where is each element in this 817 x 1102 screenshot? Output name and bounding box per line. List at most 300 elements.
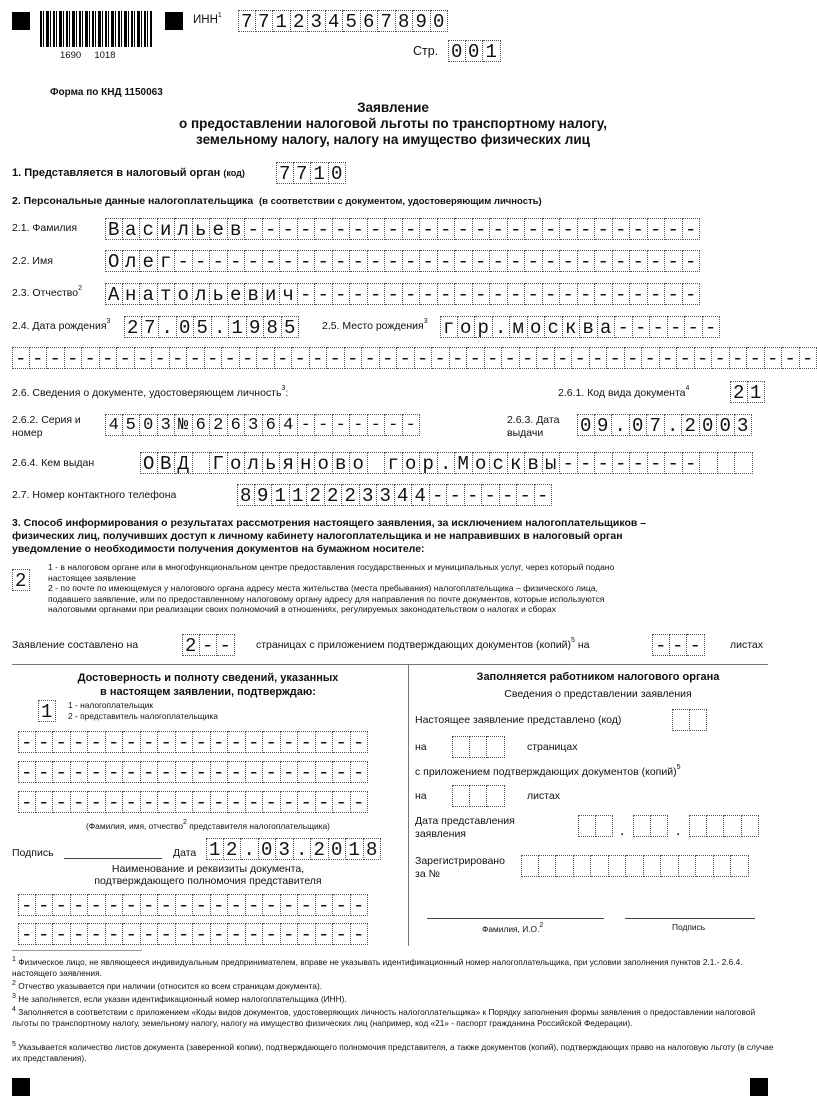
char-cell: 1	[272, 484, 290, 506]
char-cell: -	[665, 452, 683, 474]
footnote-4: $^4$ Заполняется в соответствии с приложением «Коды видов документов, удостоверяющих личность налогоплательщика» к Порядку заполнения формы заявления о предоставлении налоговой льготы по транспортному налогу, земельному налогу, налогу на имущество физических лиц (например, код «21» - паспорт гражданина Российской Федерации).	[12, 1006, 756, 1028]
pages-label: Заявление составлено на	[12, 639, 139, 651]
barcode-numbers: 1690 1018	[60, 50, 116, 61]
char-cell: -	[18, 731, 36, 753]
char-cell: 7	[256, 10, 274, 32]
tax-authority-code-field[interactable]	[276, 162, 346, 184]
char-cell: 7	[142, 316, 160, 338]
char-cell: -	[292, 347, 310, 369]
char-cell	[368, 452, 386, 474]
char-cell: -	[543, 283, 561, 305]
char-cell: -	[595, 452, 613, 474]
char-cell: -	[298, 218, 316, 240]
char-cell: ч	[280, 283, 298, 305]
char-cell: -	[502, 347, 520, 369]
divider-vertical	[408, 664, 409, 946]
char-cell	[609, 855, 627, 877]
signature-label: Подпись	[12, 847, 54, 859]
char-cell: -	[368, 218, 386, 240]
char-cell	[742, 815, 760, 837]
char-cell: -	[193, 731, 211, 753]
sheets-count-field[interactable]	[652, 634, 705, 656]
char-cell: -	[500, 484, 518, 506]
char-cell: -	[245, 250, 263, 272]
char-cell: 5	[123, 414, 141, 436]
char-cell: -	[275, 347, 293, 369]
surname-field[interactable]	[105, 218, 700, 240]
patronymic-field[interactable]	[105, 283, 700, 305]
phone-field[interactable]	[237, 484, 552, 506]
char-cell	[574, 855, 592, 877]
signer-type-field[interactable]	[38, 700, 56, 722]
page-label: Стр.	[413, 44, 439, 58]
char-cell: -	[141, 923, 159, 945]
char-cell: -	[193, 791, 211, 813]
issued-by-field[interactable]	[140, 452, 753, 474]
char-cell: -	[648, 250, 666, 272]
name-field[interactable]	[105, 250, 700, 272]
char-cell: -	[263, 923, 281, 945]
submission-year-field[interactable]	[689, 815, 759, 837]
char-cell	[689, 815, 707, 837]
char-cell: -	[450, 347, 468, 369]
char-cell: 7	[378, 10, 396, 32]
char-cell: -	[438, 218, 456, 240]
char-cell: -	[71, 791, 89, 813]
char-cell: -	[560, 218, 578, 240]
signer-name-row-3[interactable]	[18, 791, 368, 813]
submission-code-label: Настоящее заявление представлено (код)	[415, 714, 622, 726]
char-cell	[700, 452, 718, 474]
issued-by-label: 2.6.4. Кем выдан	[12, 457, 95, 469]
footnote-2: $^2$ Отчество указывается при наличии (относится ко всем страницам документа).	[12, 980, 323, 991]
authority-doc-title: Наименование и реквизиты документа, подтверждающего полномочия представителя	[94, 863, 322, 887]
char-cell: 6	[361, 10, 379, 32]
char-cell: -	[65, 347, 83, 369]
char-cell: о	[350, 452, 368, 474]
char-cell: -	[315, 218, 333, 240]
char-cell: г	[158, 250, 176, 272]
char-cell: -	[685, 316, 703, 338]
char-cell	[626, 855, 644, 877]
char-cell: -	[615, 316, 633, 338]
char-cell: т	[158, 283, 176, 305]
char-cell: -	[333, 250, 351, 272]
char-cell: 8	[364, 838, 382, 860]
char-cell: 3	[276, 838, 294, 860]
char-cell: -	[473, 250, 491, 272]
inn-label: ИНН$^1$	[193, 12, 222, 26]
char-cell: -	[263, 761, 281, 783]
char-cell: -	[316, 731, 334, 753]
char-cell: к	[563, 316, 581, 338]
footnote-divider	[12, 950, 142, 951]
office-signature-line[interactable]	[625, 918, 755, 919]
char-cell: -	[71, 731, 89, 753]
birthdate-field[interactable]	[124, 316, 299, 338]
char-cell: -	[246, 923, 264, 945]
office-pages-field[interactable]	[452, 736, 505, 758]
barcode	[40, 11, 152, 47]
char-cell: -	[88, 761, 106, 783]
char-cell: 3	[308, 10, 326, 32]
char-cell: 9	[255, 484, 273, 506]
char-cell: р	[475, 316, 493, 338]
authority-doc-row-1[interactable]	[18, 894, 368, 916]
divider-horizontal	[12, 664, 768, 665]
char-cell: О	[140, 452, 158, 474]
char-cell: -	[351, 791, 369, 813]
char-cell: -	[217, 634, 235, 656]
char-cell	[661, 855, 679, 877]
patronymic-label: 2.3. Отчество$^2$	[12, 285, 82, 299]
char-cell: -	[642, 347, 660, 369]
char-cell: -	[211, 731, 229, 753]
char-cell: -	[298, 731, 316, 753]
char-cell: 5	[343, 10, 361, 32]
surname-label: 2.1. Фамилия	[12, 222, 78, 234]
birthplace-field[interactable]	[440, 316, 720, 338]
char-cell: 4	[326, 10, 344, 32]
char-cell: -	[158, 791, 176, 813]
char-cell: н	[298, 452, 316, 474]
char-cell: -	[403, 414, 421, 436]
char-cell: 5	[282, 316, 300, 338]
char-cell: -	[315, 283, 333, 305]
char-cell: 9	[247, 316, 265, 338]
char-cell: -	[467, 347, 485, 369]
char-cell: -	[508, 218, 526, 240]
char-cell: 1	[290, 484, 308, 506]
inn-field[interactable]	[238, 10, 448, 32]
char-cell: е	[210, 218, 228, 240]
char-cell: -	[543, 218, 561, 240]
pages-count-field[interactable]	[182, 634, 235, 656]
char-cell: -	[281, 923, 299, 945]
document-type-field[interactable]	[730, 381, 765, 403]
char-cell: -	[420, 283, 438, 305]
char-cell: -	[315, 414, 333, 436]
char-cell: -	[71, 761, 89, 783]
char-cell: в	[245, 283, 263, 305]
char-cell: -	[537, 347, 555, 369]
char-cell: -	[351, 894, 369, 916]
section-2-title: 2. Персональные данные налогоплательщика (в соответствии с документом, удостоверяющим личность)	[12, 195, 542, 207]
series-number-field[interactable]	[105, 414, 420, 436]
char-cell: -	[595, 250, 613, 272]
char-cell: -	[263, 731, 281, 753]
char-cell: -	[246, 731, 264, 753]
char-cell: -	[508, 283, 526, 305]
char-cell: -	[257, 347, 275, 369]
char-cell: -	[625, 347, 643, 369]
char-cell: -	[747, 347, 765, 369]
char-cell: -	[228, 894, 246, 916]
char-cell: 0	[329, 838, 347, 860]
char-cell: -	[403, 218, 421, 240]
char-cell: в	[333, 452, 351, 474]
char-cell: р	[420, 452, 438, 474]
signature-line[interactable]	[64, 858, 162, 859]
char-cell: -	[397, 347, 415, 369]
issue-date-field[interactable]	[577, 414, 752, 436]
char-cell: -	[176, 791, 194, 813]
char-cell: 3	[360, 484, 378, 506]
char-cell: -	[158, 923, 176, 945]
char-cell: -	[106, 923, 124, 945]
char-cell: В	[105, 218, 123, 240]
char-cell: 2	[291, 10, 309, 32]
char-cell: -	[88, 894, 106, 916]
corner-marker-bottom-right	[750, 1078, 768, 1096]
char-cell	[644, 855, 662, 877]
char-cell: -	[695, 347, 713, 369]
char-cell: -	[36, 923, 54, 945]
char-cell: .	[241, 838, 259, 860]
char-cell: -	[613, 250, 631, 272]
signature-date-field[interactable]	[206, 838, 381, 860]
signer-name-row-1[interactable]	[18, 731, 368, 753]
char-cell: А	[105, 283, 123, 305]
char-cell: -	[333, 731, 351, 753]
char-cell: .	[665, 414, 683, 436]
char-cell: -	[315, 250, 333, 272]
char-cell: 1	[206, 838, 224, 860]
char-cell: о	[403, 452, 421, 474]
char-cell: -	[281, 791, 299, 813]
char-cell: в	[525, 452, 543, 474]
char-cell: ь	[210, 283, 228, 305]
char-cell: -	[141, 731, 159, 753]
char-cell: -	[316, 791, 334, 813]
char-cell: -	[333, 218, 351, 240]
char-cell: -	[677, 347, 695, 369]
char-cell: в	[580, 316, 598, 338]
corner-marker-top-left	[12, 12, 30, 30]
char-cell: о	[458, 316, 476, 338]
char-cell: -	[176, 761, 194, 783]
document-type-label: 2.6.1. Код вида документа$^4$	[558, 385, 690, 399]
char-cell	[521, 855, 539, 877]
authority-doc-row-2[interactable]	[18, 923, 368, 945]
char-cell: -	[158, 731, 176, 753]
char-cell: -	[263, 791, 281, 813]
char-cell: Г	[210, 452, 228, 474]
char-cell: 0	[630, 414, 648, 436]
char-cell: -	[141, 761, 159, 783]
char-cell: -	[333, 923, 351, 945]
office-signature-caption: Подпись	[672, 922, 706, 932]
char-cell: -	[578, 250, 596, 272]
sheets-label: листах	[730, 639, 764, 651]
char-cell: -	[670, 634, 688, 656]
char-cell: -	[333, 894, 351, 916]
char-cell: 7	[276, 162, 294, 184]
char-cell: -	[800, 347, 817, 369]
char-cell	[487, 785, 505, 807]
char-cell: 4	[395, 484, 413, 506]
footnote-5: $^5$ Указывается количество листов документа (заверенной копии), подтверждающего полномочия представителя, а также документов (копий), подтверждающих право на налоговую льготу (в случае их представления).	[12, 1041, 774, 1063]
char-cell: -	[210, 250, 228, 272]
char-cell: -	[595, 218, 613, 240]
notification-method-field[interactable]	[12, 569, 30, 591]
page-number-field[interactable]	[448, 40, 501, 62]
phone-label: 2.7. Номер контактного телефона	[12, 489, 177, 501]
char-cell: -	[327, 347, 345, 369]
char-cell: -	[385, 414, 403, 436]
char-cell: -	[176, 923, 194, 945]
char-cell: №	[175, 414, 193, 436]
char-cell: -	[535, 484, 553, 506]
char-cell: 8	[264, 316, 282, 338]
char-cell: -	[298, 761, 316, 783]
registration-number-field[interactable]	[521, 855, 749, 877]
char-cell: 3	[735, 414, 753, 436]
char-cell: -	[648, 283, 666, 305]
fio-line[interactable]	[427, 918, 604, 919]
char-cell: -	[668, 316, 686, 338]
char-cell: -	[590, 347, 608, 369]
char-cell: -	[200, 634, 218, 656]
section-3-title: 3. Способ информирования о результатах рассмотрения настоящего заявления, за исключением налогоплательщиков – физических лиц, получивших доступ к личному кабинету налогоплательщика и не направивших в налоговый орган уведомление о необходимости получения документов на бумажном носителе:	[12, 517, 647, 555]
char-cell: -	[525, 250, 543, 272]
char-cell	[679, 855, 697, 877]
char-cell: -	[560, 250, 578, 272]
submission-date-label: Дата представления заявления	[415, 815, 515, 840]
char-cell: 0	[466, 40, 484, 62]
char-cell: -	[555, 347, 573, 369]
char-cell: -	[473, 218, 491, 240]
char-cell: -	[141, 791, 159, 813]
issue-date-label: 2.6.3. Дата выдачи	[507, 414, 560, 439]
char-cell: 0	[577, 414, 595, 436]
char-cell: -	[613, 283, 631, 305]
char-cell: -	[53, 761, 71, 783]
office-sheets-field[interactable]	[452, 785, 505, 807]
char-cell: -	[18, 894, 36, 916]
char-cell: -	[465, 484, 483, 506]
char-cell	[672, 709, 690, 731]
char-cell: г	[440, 316, 458, 338]
char-cell: -	[630, 250, 648, 272]
pages-attach-label: страницах с приложением подтверждающих документов (копий)$^5$ на	[256, 637, 590, 651]
char-cell: -	[71, 923, 89, 945]
document-info-label: 2.6. Сведения о документе, удостоверяющем личность$^3$:	[12, 385, 289, 399]
char-cell: -	[385, 283, 403, 305]
char-cell: -	[18, 923, 36, 945]
char-cell: -	[88, 923, 106, 945]
title-line-1: Заявление	[357, 100, 429, 115]
char-cell	[707, 815, 725, 837]
char-cell: -	[106, 894, 124, 916]
char-cell: 0	[431, 10, 449, 32]
char-cell: 4	[105, 414, 123, 436]
char-cell: -	[36, 894, 54, 916]
char-cell: -	[228, 923, 246, 945]
char-cell: -	[380, 347, 398, 369]
char-cell: -	[175, 250, 193, 272]
footnote-1: $^1$ Физическое лицо, не являющееся индивидуальным предпринимателем, вправе не указывать идентификационный номер налогоплательщика, при условии заполнения пунктов 2.1.- 2.6.4. настоящего заявления.	[12, 956, 743, 978]
char-cell: -	[170, 347, 188, 369]
signer-name-caption: (Фамилия, имя, отчество$^2$ представителя налогоплательщика)	[86, 819, 330, 831]
char-cell: -	[648, 452, 666, 474]
char-cell: -	[660, 347, 678, 369]
char-cell: -	[240, 347, 258, 369]
char-cell: -	[228, 761, 246, 783]
char-cell: 2	[224, 838, 242, 860]
char-cell: 8	[237, 484, 255, 506]
char-cell: -	[687, 634, 705, 656]
char-cell: -	[482, 484, 500, 506]
char-cell: ь	[263, 452, 281, 474]
birthdate-label: 2.4. Дата рождения$^3$	[12, 318, 111, 332]
char-cell: -	[633, 316, 651, 338]
char-cell: -	[350, 283, 368, 305]
char-cell: 1	[229, 316, 247, 338]
char-cell: -	[246, 894, 264, 916]
char-cell: -	[88, 731, 106, 753]
char-cell: .	[612, 414, 630, 436]
char-cell: О	[105, 250, 123, 272]
confirmation-title: Достоверность и полноту сведений, указанных в настоящем заявлении, подтверждаю:	[77, 672, 339, 698]
char-cell: -	[263, 250, 281, 272]
corner-marker-bottom-left	[12, 1078, 30, 1096]
char-cell: -	[430, 484, 448, 506]
char-cell: о	[315, 452, 333, 474]
title-line-2: о предоставлении налоговой льготы по транспортному налогу,	[179, 116, 607, 131]
char-cell: -	[316, 894, 334, 916]
signer-options: 1 - налогоплательщик 2 - представитель налогоплательщика	[68, 700, 218, 721]
date-dot-1: .	[620, 822, 625, 839]
char-cell	[452, 785, 470, 807]
office-use-subtitle: Сведения о представлении заявления	[504, 688, 692, 700]
birthplace-field-line-2[interactable]	[12, 347, 817, 369]
char-cell: -	[490, 250, 508, 272]
char-cell: -	[53, 731, 71, 753]
char-cell: -	[368, 250, 386, 272]
office-use-title: Заполняется работником налогового органа	[476, 671, 720, 683]
submission-month-field[interactable]	[633, 815, 668, 837]
char-cell	[556, 855, 574, 877]
char-cell: .	[212, 316, 230, 338]
char-cell: -	[245, 218, 263, 240]
signer-name-row-2[interactable]	[18, 761, 368, 783]
char-cell: -	[298, 791, 316, 813]
char-cell: -	[543, 250, 561, 272]
char-cell: -	[152, 347, 170, 369]
char-cell: -	[281, 731, 299, 753]
char-cell: -	[703, 316, 721, 338]
char-cell: -	[368, 283, 386, 305]
char-cell: -	[351, 923, 369, 945]
char-cell: -	[490, 218, 508, 240]
submission-code-field[interactable]	[672, 709, 707, 731]
char-cell	[731, 855, 749, 877]
char-cell: 2	[342, 484, 360, 506]
on-label-2: на	[415, 790, 427, 802]
char-cell: -	[228, 731, 246, 753]
char-cell: -	[420, 218, 438, 240]
office-pages-label: страницах	[527, 741, 578, 753]
submission-day-field[interactable]	[578, 815, 613, 837]
char-cell: 1	[311, 162, 329, 184]
char-cell: -	[30, 347, 48, 369]
char-cell: -	[333, 283, 351, 305]
char-cell: -	[525, 283, 543, 305]
char-cell: -	[123, 731, 141, 753]
char-cell: -	[211, 791, 229, 813]
char-cell: -	[447, 484, 465, 506]
